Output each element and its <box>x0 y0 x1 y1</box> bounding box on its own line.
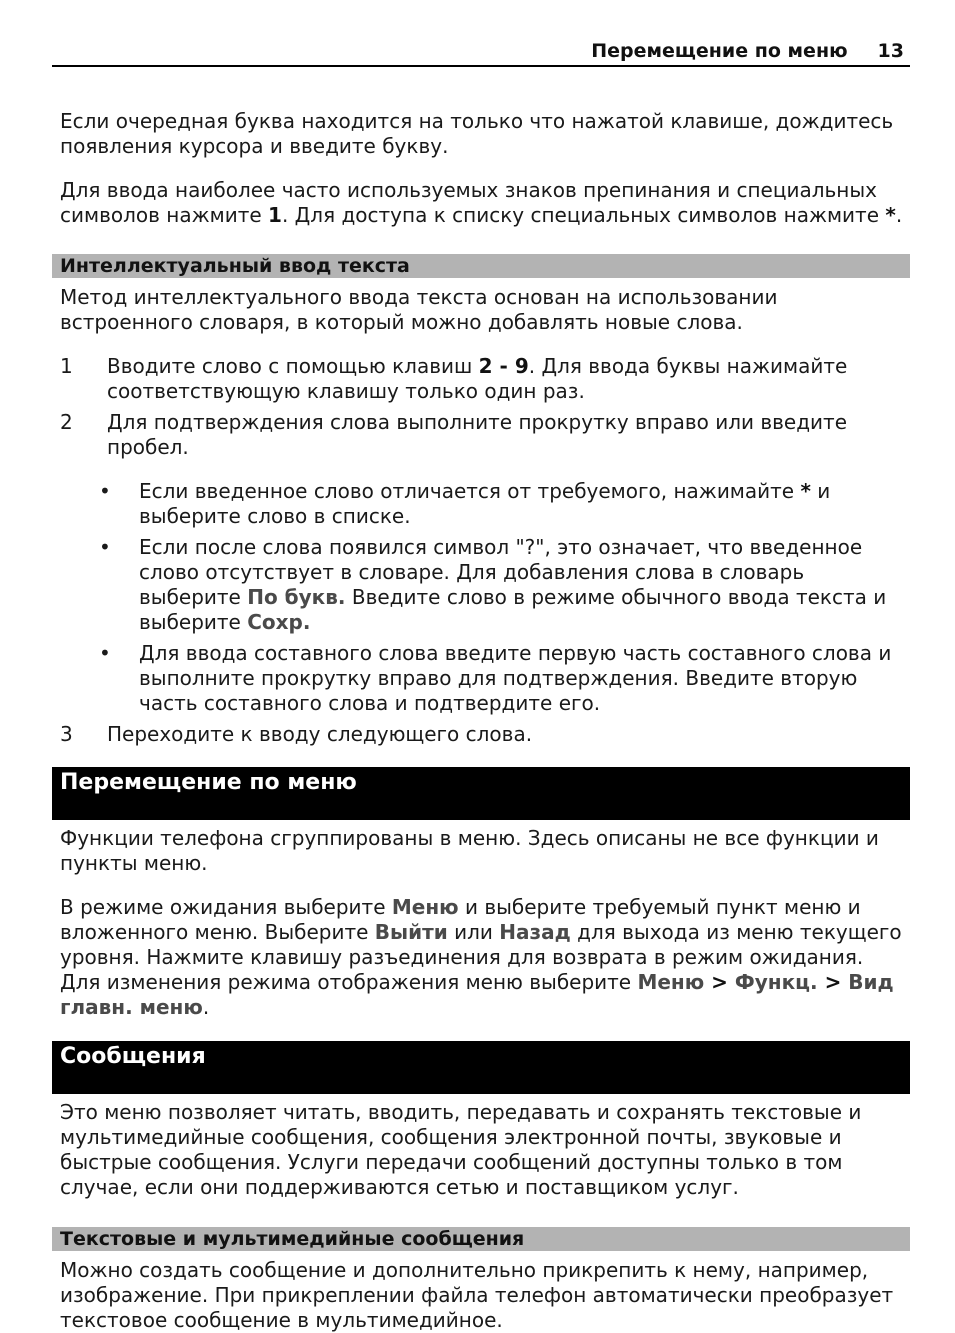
step-number: 2 <box>60 410 73 434</box>
bullet-item <box>52 535 910 635</box>
step-text: Для подтверждения слова выполните прокрутку вправо или введите пробел. <box>107 410 847 459</box>
intro-paragraph-1: Если очередная буква находится на только что нажатой клавише, дождитесь появления курсора и введите букву. <box>60 109 894 158</box>
predictive-input-body: Метод интеллектуального ввода текста основан на использовании встроенного словаря, в который можно добавлять новые слова. <box>60 285 778 334</box>
header-title: Перемещение по меню <box>591 40 848 62</box>
bullet-glyph: • <box>99 535 111 559</box>
step-item <box>52 410 910 460</box>
text-run: . <box>202 995 210 1019</box>
text-run: Введите слово в режиме обычного ввода текста и выберите <box>139 585 887 634</box>
text-run: Если введенное слово отличается от требуемого, нажимайте <box>139 479 801 503</box>
manual-page <box>52 34 910 1333</box>
text-multimedia-body: Можно создать сообщение и дополнительно прикрепить к нему, например, изображение. При прикреплении файла телефон автоматически преобразует текстовое сообщение в мультимедийное. <box>60 1258 894 1332</box>
key-star: * <box>800 479 811 503</box>
text-run: В режиме ожидания выберите <box>60 895 392 919</box>
key-star: * <box>885 203 896 227</box>
bullet-item <box>52 641 910 716</box>
key-range-separator: - <box>492 354 515 378</box>
option-save: Сохр. <box>247 610 311 634</box>
text-run: . Для ввода буквы нажимайте соответствующую клавишу только один раз. <box>107 354 848 403</box>
text-run: и выберите требуемый пункт меню и вложенного меню. Выберите <box>60 895 861 944</box>
option-main-menu-view: Вид главн. меню <box>60 970 894 1019</box>
path-separator: > <box>824 970 849 994</box>
text-run: Вводите слово с помощью клавиш <box>107 354 479 378</box>
bullet-text <box>139 535 910 635</box>
option-by-letters: По букв. <box>247 585 346 609</box>
messages-body: Это меню позволяет читать, вводить, передавать и сохранять текстовые и мультимедийные сообщения, сообщения электронной почты, звуковые и быстрые сообщения. Услуги передачи сообщений доступны только в том случае, если они поддерживаются сетью и поставщиком услуг. <box>60 1100 862 1199</box>
text-run: Для ввода наиболее часто используемых знаков препинания и специальных символов нажмите <box>60 178 877 227</box>
menu-paragraph-1: Функции телефона сгруппированы в меню. Здесь описаны не все функции и пункты меню. <box>60 826 879 875</box>
step-number: 1 <box>60 354 73 378</box>
menu-paragraph-2 <box>52 895 910 1020</box>
text-run: . Для доступа к списку специальных символов нажмите <box>281 203 886 227</box>
text-multimedia-heading: Текстовые и мультимедийные сообщения <box>52 1227 910 1251</box>
page-number: 13 <box>877 40 904 62</box>
path-separator: > <box>711 970 735 994</box>
option-functions: Функц. <box>734 970 825 994</box>
intro-paragraph-2 <box>52 178 910 228</box>
bullet-text <box>139 479 910 529</box>
steps-list-continued <box>52 722 910 747</box>
text-run: и выберите слово в списке. <box>139 479 831 528</box>
step-item <box>52 354 910 404</box>
predictive-input-heading: Интеллектуальный ввод текста <box>52 254 910 278</box>
step-text: Переходите к вводу следующего слова. <box>107 722 533 746</box>
running-header <box>52 34 910 67</box>
bullet-glyph: • <box>99 479 111 503</box>
steps-list <box>52 354 910 460</box>
text-run: или <box>447 920 500 944</box>
key-9: 9 <box>514 354 529 378</box>
bullet-glyph: • <box>99 641 111 665</box>
step-item <box>52 722 910 747</box>
key-2: 2 <box>478 354 493 378</box>
text-run: Если после слова появился символ "?", это означает, что введенное слово отсутствует в словаре. Для добавления слова в словарь выберите <box>139 535 863 609</box>
key-1: 1 <box>268 203 282 227</box>
option-menu: Меню <box>637 970 712 994</box>
text-run: для выхода из меню текущего уровня. Нажмите клавишу разъединения для возврата в режим ожидания. Для изменения режима отображения меню выберите <box>60 920 902 994</box>
option-back: Назад <box>499 920 571 944</box>
option-exit: Выйти <box>374 920 448 944</box>
messages-section-heading: Сообщения <box>52 1041 910 1094</box>
bullet-item <box>52 479 910 529</box>
bullet-text: Для ввода составного слова введите первую часть составного слова и выполните прокрутку вправо для подтверждения. Введите вторую часть составного слова и подтвердите его. <box>139 641 892 715</box>
text-run: . <box>895 203 903 227</box>
step-text <box>107 354 910 404</box>
option-menu: Меню <box>391 895 459 919</box>
step-number: 3 <box>60 722 73 746</box>
bullet-list <box>52 479 910 716</box>
menu-section-heading: Перемещение по меню <box>52 767 910 820</box>
